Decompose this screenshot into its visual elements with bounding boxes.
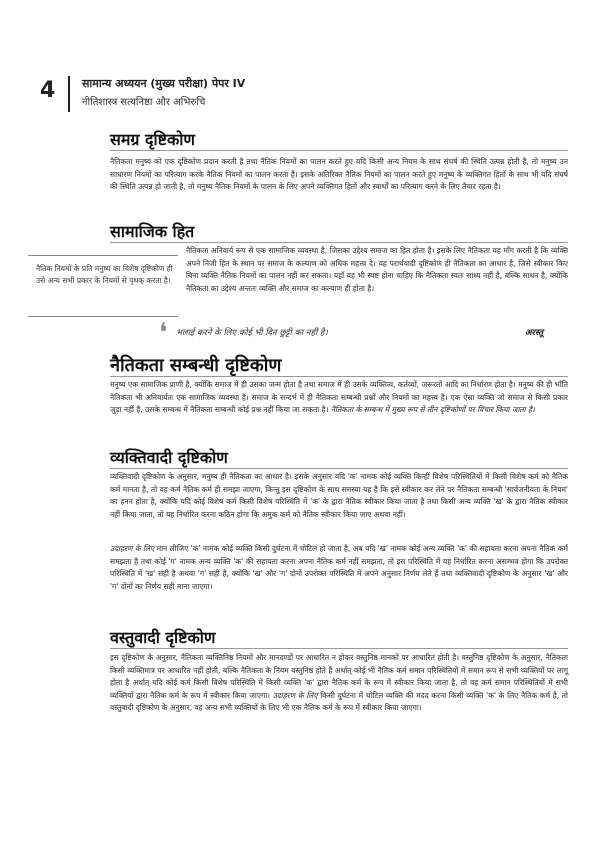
section-rule — [110, 376, 568, 377]
margin-note-box — [28, 255, 178, 317]
running-header — [40, 76, 560, 116]
header-book-title: सामान्य अध्ययन (मुख्य परीक्षा) पेपर IV — [82, 77, 246, 90]
section-rule — [110, 648, 568, 649]
section-text-ethics-approaches — [110, 379, 568, 417]
section-title-holistic: समग्र दृष्टिकोण — [110, 130, 195, 149]
objectivist-body: इस दृष्टिकोण के अनुसार, नैतिकता व्यक्तिनिष्ठ नियमों और मानदण्डों पर आधारित न होकर वस्तुनिष्ठ मानकों पर आधारित होती है। वस्तुनिष्ठ दृष्टिकोण के अनुसार, नैतिकता किसी व्यक्तिमात्र पर आधारित नहीं होती, बल्कि नैतिकता के नियम वस्तुनिष्ठ होते हैं अर्थात् कोई भी नैतिक कर्म समान परिस्थितियों में समान रूप से सभी व्यक्तियों पर लागू होता है अर्थात् यदि कोई कर्म किसी विशेष परिस्थिति में किसी व्यक्ति 'क' द्वारा नैतिक कर्म के रूप में स्वीकार किया जाता है, तो वह कर्म समान परिस्थितियों में सभी व्यक्तियों द्वारा नैतिक कर्म के रूप में स्वीकार किया जाएगा। — [110, 653, 568, 700]
margin-note-text: नैतिक नियमों के प्रति मनुष्य का विशेष दृष्टिकोण ही उसे अन्य सभी प्रकार के नियमों से पृथक् करता है। — [36, 264, 173, 285]
quote-mark-icon: ❛ — [159, 318, 168, 348]
quote-text: भलाई करने के लिए कोई भी दिन छुट्टी का नहीं है। — [176, 328, 328, 338]
section-title-objectivist: वस्तुवादी दृष्टिकोण — [110, 628, 216, 647]
example-lead: उदाहरण के लिए — [110, 544, 155, 553]
example-body: मान लीजिए 'क' नामक कोई व्यक्ति किसी दुर्घटना में चोटिल हो जाता है, अब यदि 'ख' नामक कोई अन्य व्यक्ति 'क' की सहायता करना अपना नैतिक कर्म समझता है तथा कोई 'ग' नामक अन्य व्यक्ति 'क' की सहायता करना अपना नैतिक कर्म नहीं समझता, तो इस परिस्थिति में यह निर्धारित करना असम्भव होगा कि उपरोक्त परिस्थिति में 'ख' सही है अथवा 'ग' सही है, क्योंकि 'ख' और 'ग' दोनों उपरोक्त परिस्थिति में अपने अनुसार निर्णय लेते हैं तथा व्यक्तिवादी दृष्टिकोण के अनुसार 'ख' और 'ग' दोनों का निर्णय सही माना जाएगा। — [110, 544, 568, 591]
section-title-ethics-approaches: नैतिकता सम्बन्धी दृष्टिकोण — [110, 355, 282, 376]
header-chapter-title: नीतिशास्त्र सत्यनिष्ठा और अभिरुचि — [82, 97, 206, 108]
section-rule — [110, 150, 568, 151]
section-title-social-interest: सामाजिक हित — [110, 222, 195, 241]
ethics-approaches-italic: नैतिकता के सम्बन्ध में मुख्य रूप से तीन दृष्टिकोणों पर विचार किया जाता है। — [330, 405, 535, 415]
objectivist-example-lead: उदाहरण के लिए — [270, 690, 318, 700]
section-text-individualist: व्यक्तिवादी दृष्टिकोण के अनुसार, मनुष्य ही नैतिकता का आधार है। इसके अनुसार यदि 'क' नामक कोई व्यक्ति किन्हीं विशेष परिस्थितियों में किसी विशेष कर्म को नैतिक कर्म मानता है, तो वह कर्म नैतिक कर्म ही समझा जाएगा, किन्तु इस दृष्टिकोण के साथ समस्या यह है कि इसे स्वीकार कर लेने पर नैतिकता सम्बन्धी 'सार्वजनीयता के नियम' का हनन होता है, क्योंकि यदि कोई विशेष कर्म किसी विशेष परिस्थिति में 'क' के द्वारा नैतिक स्वीकार किया जाता है तथा किसी अन्य व्यक्ति 'ख' के द्वारा नैतिक स्वीकार नहीं किया जाता, तो यह निर्धारित करना कठिन होगा कि अमुक कर्म को नैतिक स्वीकार किया जाए अथवा नहीं। — [110, 472, 568, 519]
page-number: 4 — [40, 78, 56, 103]
section-text-individualist-example — [110, 543, 568, 593]
objectivist-example-body: किसी दुर्घटना में चोटिल व्यक्ति की मदद करना किसी व्यक्ति 'क' के लिए नैतिक कर्म है, तो वस्तुवादी दृष्टिकोण के अनुसार, वह अन्य सभी व्यक्तियों के लिए भी एक नैतिक कर्म के रूप में स्वीकार किया जाएगा। — [110, 690, 568, 713]
section-rule — [110, 468, 568, 469]
section-text-holistic: नैतिकता मनुष्य को एक दृष्टिकोण प्रदान करती है तथा नैतिक नियमों का पालन करते हुए यदि किसी अन्य नियम के साथ संघर्ष की स्थिति उत्पन्न होती है, तो मनुष्य उन साधारण नियमों का परित्याग करके नैतिक नियमों का पालन करता है। इसके अतिरिक्त नैतिक नियमों का पालन करते हुए मनुष्य के व्यक्तिगत हितों के साथ भी यदि संघर्ष की स्थिति उत्पन्न हो जाती है, तो मनुष्य नैतिक नियमों के पालन के लिए अपने व्यक्तिगत हितों और स्वार्थों का परित्याग करने के लिए तैयार रहता है। — [110, 157, 568, 192]
section-rule — [110, 242, 568, 243]
ethics-approaches-body: मनुष्य एक सामाजिक प्राणी है, क्योंकि समाज में ही उसका जन्म होता है तथा समाज में ही उसके व्यक्तित्व, कर्तव्यों, जरूरतों आदि का निर्धारण होता है। मनुष्य की ही भाँति नैतिकता भी अनिवार्यतः एक सामाजिक व्यवस्था है। समाज के सन्दर्भ में ही नैतिकता सम्बन्धी प्रश्नों और नियमों का महत्त्व है। एक ऐसा व्यक्ति जो समाज से किसी प्रकार जुड़ा नहीं है, उसके सम्बन्ध में नैतिकता सम्बन्धी कोई प्रश्न नहीं किया जा सकता है। — [110, 380, 568, 415]
section-title-individualist: व्यक्तिवादी दृष्टिकोण — [110, 448, 228, 467]
quote-author: अरस्तू — [525, 328, 544, 338]
section-text-social-interest: नैतिकता अनिवार्य रूप से एक सामाजिक व्यवस्था है, जिसका उद्देश्य समाज का हित होता है। इसके लिए नैतिकता यह माँग करती है कि व्यक्ति अपने निजी हित के स्थान पर समाज के कल्याण को अधिक महत्त्व दे। यह परार्थवादी दृष्टिकोण ही नैतिकता का आधार है, जिसे स्वीकार किए बिना व्यक्ति नैतिक नियमों का पालन नहीं कर सकता। यहाँ यह भी स्पष्ट होना चाहिए कि नैतिकता स्वतः साध्य नहीं है, बल्कि साधन है, क्योंकि नैतिकता का उद्देश्य अन्ततः व्यक्ति और समाज का कल्याण ही होता है। — [186, 246, 568, 293]
header-divider — [68, 76, 70, 112]
section-text-objectivist — [110, 652, 568, 715]
